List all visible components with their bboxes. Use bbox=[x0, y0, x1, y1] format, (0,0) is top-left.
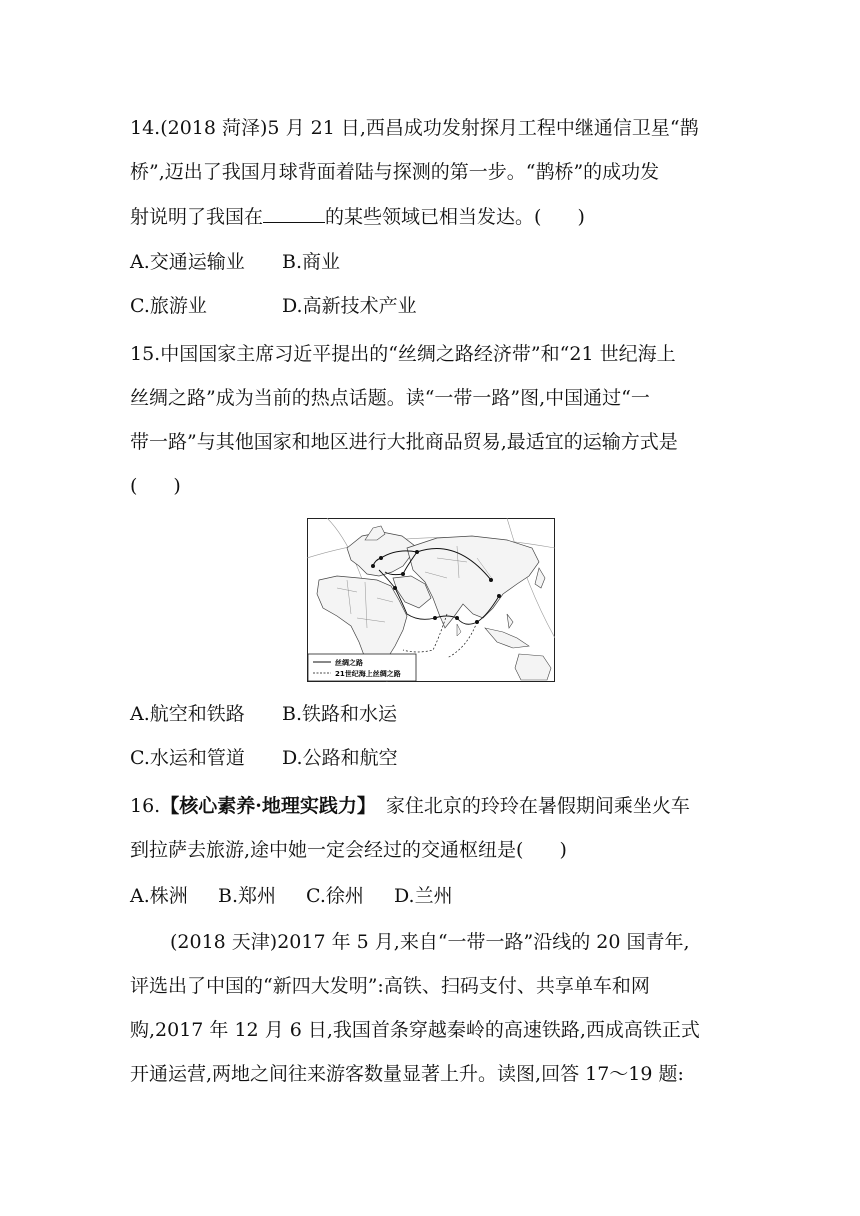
q14-line-3-start: 射说明了我国在 bbox=[130, 206, 264, 228]
q16-line-1-rest: 家住北京的玲玲在暑假期间乘坐火车 bbox=[385, 795, 690, 817]
q15-option-a: A.航空和铁路 bbox=[130, 703, 245, 725]
q16-option-a: A.株洲 bbox=[130, 885, 188, 907]
map-city-dot bbox=[475, 620, 479, 624]
q15-option-b: B.铁路和水运 bbox=[282, 703, 398, 725]
map-city-dot bbox=[401, 572, 405, 576]
q14-close-paren: ) bbox=[577, 206, 585, 228]
passage-line-1: (2018 天津)2017 年 5 月,来自“一带一路”沿线的 20 国青年, bbox=[170, 931, 690, 953]
q15-option-d: D.公路和航空 bbox=[282, 747, 398, 769]
q15-line-3: 带一路”与其他国家和地区进行大批商品贸易,最适宜的运输方式是 bbox=[130, 431, 678, 453]
q15-open-paren: ( bbox=[130, 475, 138, 497]
q14-option-a: A.交通运输业 bbox=[130, 251, 245, 273]
map-city-dot bbox=[497, 594, 501, 598]
passage-line-4: 开通运营,两地之间往来游客数量显著上升。读图,回答 17～19 题: bbox=[130, 1063, 684, 1085]
q16-line-2 bbox=[130, 838, 567, 862]
map-city-dot bbox=[489, 578, 493, 582]
q14-line-1: 14.(2018 菏泽)5 月 21 日,西昌成功发射探月工程中继通信卫星“鹊 bbox=[130, 117, 699, 139]
q16-line-2-text: 到拉萨去旅游,途中她一定会经过的交通枢纽是( bbox=[130, 839, 524, 861]
q14-option-d: D.高新技术产业 bbox=[282, 295, 417, 317]
q14-answer-blank bbox=[263, 204, 325, 223]
q15-options-row-1 bbox=[130, 702, 397, 726]
q16-close-paren: ) bbox=[559, 839, 567, 861]
belt-and-road-map bbox=[307, 518, 555, 682]
q16-number: 16. bbox=[130, 795, 161, 817]
map-city-dot bbox=[415, 550, 419, 554]
q15-option-c: C.水运和管道 bbox=[130, 747, 245, 769]
map-city-dot bbox=[393, 586, 397, 590]
q14-options-row-2 bbox=[130, 294, 417, 318]
passage-line-2: 评选出了中国的“新四大发明”:高铁、扫码支付、共享单车和网 bbox=[130, 975, 650, 997]
q14-line-3-end: 的某些领域已相当发达。( bbox=[325, 206, 542, 228]
map-legend-silk-road: 丝绸之路 bbox=[335, 659, 363, 667]
q16-line-1 bbox=[130, 794, 690, 818]
q14-line-3 bbox=[130, 204, 585, 229]
q16-option-b: B.郑州 bbox=[218, 885, 277, 907]
q15-line-4 bbox=[130, 474, 181, 498]
passage-line-3: 购,2017 年 12 月 6 日,我国首条穿越秦岭的高速铁路,西成高铁正式 bbox=[130, 1019, 700, 1041]
q14-option-c: C.旅游业 bbox=[130, 295, 207, 317]
q16-tag: 【核心素养·地理实践力】 bbox=[160, 795, 376, 817]
q14-options-row-1 bbox=[130, 250, 340, 274]
q16-option-d: D.兰州 bbox=[394, 885, 453, 907]
q15-options-row-2 bbox=[130, 746, 398, 770]
q16-option-c: C.徐州 bbox=[306, 885, 364, 907]
map-city-dot bbox=[371, 564, 375, 568]
q15-line-1: 15.中国国家主席习近平提出的“丝绸之路经济带”和“21 世纪海上 bbox=[130, 343, 676, 365]
q15-line-2: 丝绸之路”成为当前的热点话题。读“一带一路”图,中国通过“一 bbox=[130, 387, 650, 409]
q15-close-paren: ) bbox=[173, 475, 181, 497]
map-city-dot bbox=[455, 616, 459, 620]
q16-options-row bbox=[130, 884, 453, 908]
map-city-dot bbox=[433, 616, 437, 620]
map-legend-maritime: 21世纪海上丝绸之路 bbox=[335, 670, 401, 678]
q14-option-b: B.商业 bbox=[282, 251, 341, 273]
q14-line-2: 桥”,迈出了我国月球背面着陆与探测的第一步。“鹊桥”的成功发 bbox=[130, 161, 660, 183]
map-city-dot bbox=[379, 556, 383, 560]
